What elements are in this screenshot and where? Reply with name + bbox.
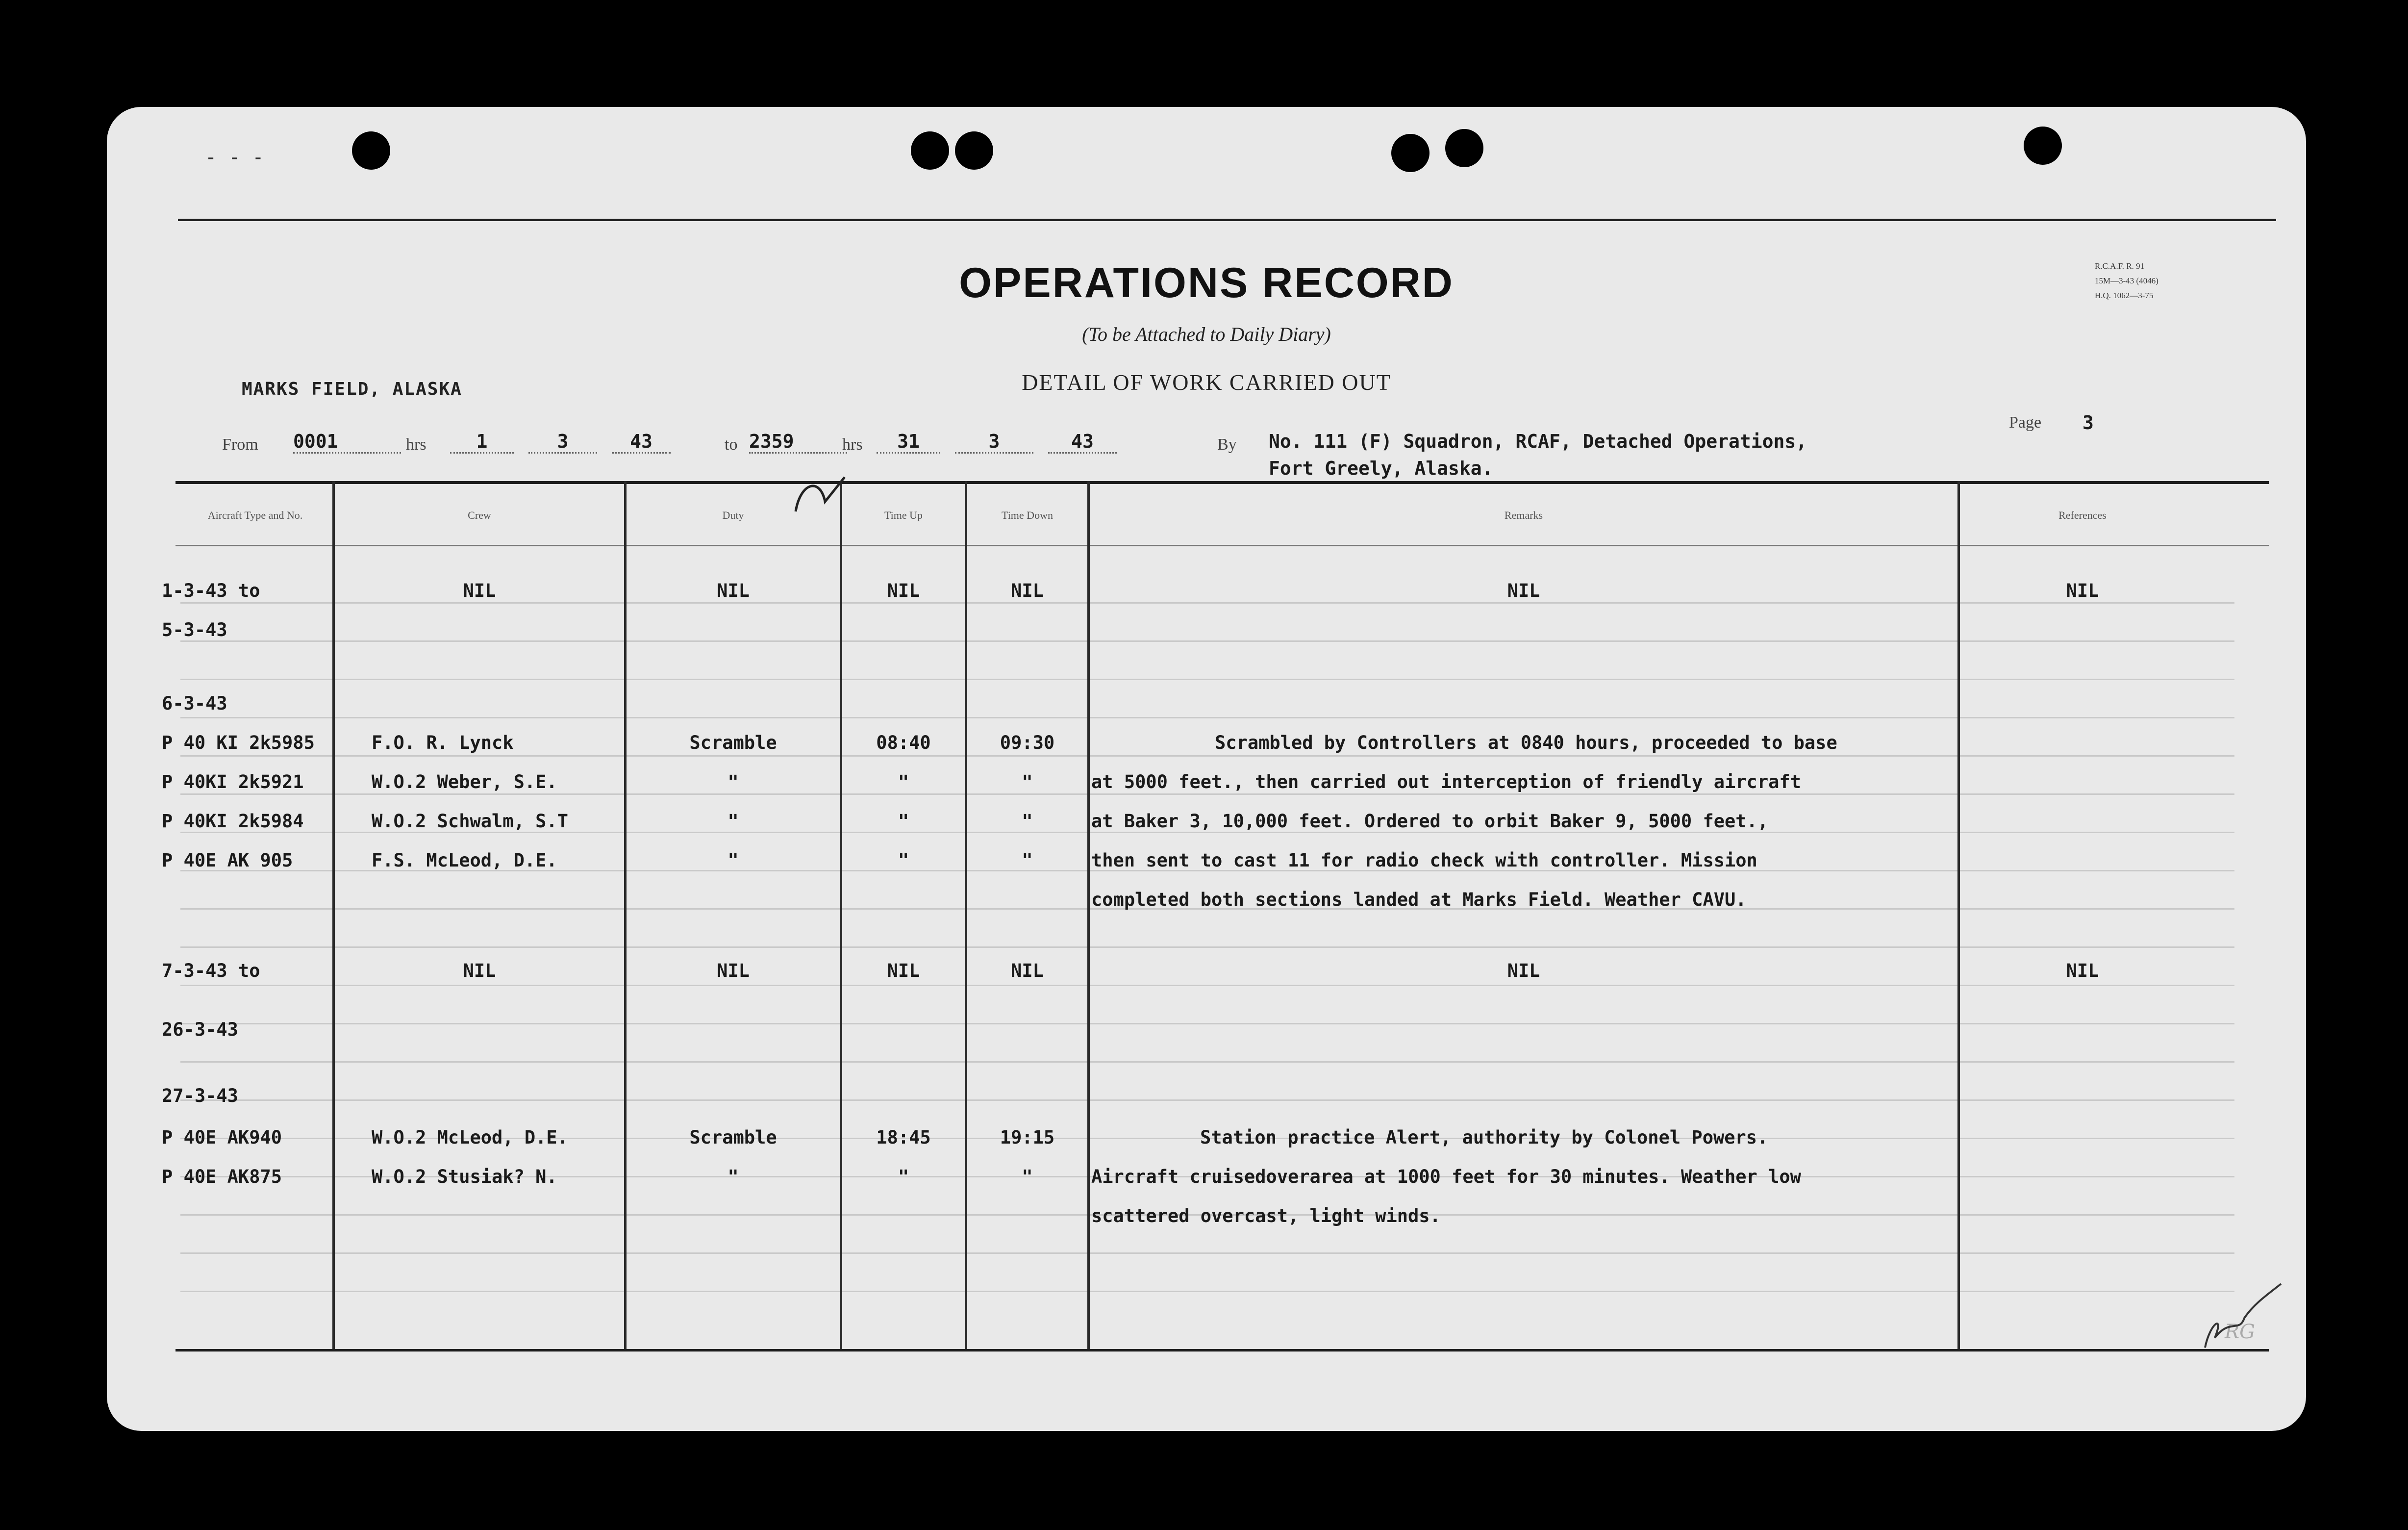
crew-cell: W.O.2 McLeod, D.E. <box>372 1127 568 1148</box>
table-top-rule <box>176 481 2269 484</box>
column-header-duty: Duty <box>722 509 744 521</box>
crew-cell: W.O.2 Stusiak? N. <box>372 1166 557 1187</box>
time-down-cell: " <box>1022 1166 1033 1187</box>
duty-cell: " <box>727 1166 739 1187</box>
remarks-line: at Baker 3, 10,000 feet. Ordered to orbit Baker 9, 5000 feet., <box>1091 811 1769 832</box>
top-rule <box>178 219 2276 221</box>
to-time: 2359 <box>749 431 847 454</box>
detail-heading: DETAIL OF WORK CARRIED OUT <box>1022 370 1391 395</box>
aircraft-cell: P 40E AK 905 <box>162 850 293 871</box>
signature-mark-icon <box>2195 1274 2283 1357</box>
time-down-cell: NIL <box>1011 960 1044 981</box>
remarks-line: scattered overcast, light winds. <box>1091 1205 1441 1226</box>
entry-date: 27-3-43 <box>162 1085 238 1106</box>
form-ref-line: R.C.A.F. R. 91 <box>2095 261 2145 271</box>
time-up-cell: 18:45 <box>876 1127 931 1148</box>
ruled-line <box>180 832 2234 833</box>
from-day: 1 <box>450 431 514 454</box>
time-up-cell: " <box>898 850 909 871</box>
punch-hole <box>1445 129 1483 167</box>
time-up-cell: 08:40 <box>876 732 931 753</box>
initials-signature <box>2195 1274 2283 1357</box>
form-ref-line: 15M—3-43 (4046) <box>2095 276 2158 285</box>
aircraft-cell: P 40 KI 2k5985 <box>162 732 315 753</box>
duty-cell: " <box>727 811 739 832</box>
page-subtitle: (To be Attached to Daily Diary) <box>1082 323 1331 345</box>
remarks-line: Scrambled by Controllers at 0840 hours, proceeded to base <box>1215 732 1837 753</box>
time-down-cell: NIL <box>1011 580 1044 601</box>
duty-cell: " <box>727 771 739 792</box>
remarks-line: then sent to cast 11 for radio check with controller. Mission <box>1091 850 1757 871</box>
location: MARKS FIELD, ALASKA <box>242 379 462 399</box>
punch-hole <box>2024 127 2062 165</box>
crew-cell: NIL <box>463 580 496 601</box>
duty-cell: NIL <box>717 580 750 601</box>
check-mark-icon <box>791 472 850 526</box>
by-label: By <box>1217 435 1237 454</box>
ruled-line <box>180 1252 2234 1254</box>
form-ref-line: H.Q. 1062—3-75 <box>2095 291 2154 300</box>
hrs-label: hrs <box>406 435 426 454</box>
to-label: to <box>725 435 738 454</box>
duty-cell: Scramble <box>689 1127 777 1148</box>
time-up-cell: " <box>898 811 909 832</box>
time-up-cell: " <box>898 771 909 792</box>
entry-date: 1-3-43 to <box>162 580 260 601</box>
ruled-line <box>180 793 2234 795</box>
punch-hole <box>911 131 949 170</box>
aircraft-cell: P 40KI 2k5921 <box>162 771 304 792</box>
crew-cell: F.S. McLeod, D.E. <box>372 850 557 871</box>
time-down-cell: 19:15 <box>1000 1127 1055 1148</box>
column-divider <box>1957 481 1960 1349</box>
punch-hole <box>352 131 390 170</box>
table-bottom-rule <box>176 1349 2269 1352</box>
ruled-line <box>180 946 2234 948</box>
references-cell: NIL <box>2066 580 2099 601</box>
remarks-line: Station practice Alert, authority by Colonel Powers. <box>1200 1127 1768 1148</box>
time-down-cell: " <box>1022 771 1033 792</box>
time-down-cell: 09:30 <box>1000 732 1055 753</box>
time-down-cell: " <box>1022 811 1033 832</box>
column-header-time-down: Time Down <box>1002 509 1053 521</box>
ruled-line <box>180 717 2234 718</box>
crew-cell: F.O. R. Lynck <box>372 732 514 753</box>
from-year: 43 <box>612 431 671 454</box>
page-label: Page <box>2009 413 2042 432</box>
entry-date: 7-3-43 to <box>162 960 260 981</box>
initials-text: RG <box>2225 1321 2256 1343</box>
duty-cell: Scramble <box>689 732 777 753</box>
from-month: 3 <box>528 431 597 454</box>
column-header-remarks: Remarks <box>1504 509 1543 521</box>
to-year: 43 <box>1048 431 1117 454</box>
ruled-line <box>180 985 2234 986</box>
ruled-line <box>180 602 2234 604</box>
page-number: 3 <box>2082 412 2094 434</box>
remarks-cell: NIL <box>1507 960 1540 981</box>
column-divider <box>965 481 967 1349</box>
duty-cell: NIL <box>717 960 750 981</box>
crew-cell: W.O.2 Weber, S.E. <box>372 771 557 792</box>
unit-line-1: No. 111 (F) Squadron, RCAF, Detached Operations, <box>1269 431 1807 452</box>
time-up-cell: NIL <box>887 580 920 601</box>
remarks-line: completed both sections landed at Marks Field. Weather CAVU. <box>1091 889 1747 910</box>
column-divider <box>840 481 842 1349</box>
page-title: OPERATIONS RECORD <box>959 259 1454 306</box>
to-day: 31 <box>877 431 940 454</box>
crew-cell: W.O.2 Schwalm, S.T <box>372 811 568 832</box>
references-cell: NIL <box>2066 960 2099 981</box>
crew-cell: NIL <box>463 960 496 981</box>
remarks-line: Aircraft cruisedoverarea at 1000 feet for 30 minutes. Weather low <box>1091 1166 1801 1187</box>
punch-hole <box>1391 134 1430 172</box>
column-header-time-up: Time Up <box>884 509 923 521</box>
aircraft-cell: P 40E AK875 <box>162 1166 282 1187</box>
record-card <box>107 107 2306 1431</box>
time-up-cell: NIL <box>887 960 920 981</box>
from-label: From <box>222 435 258 454</box>
table-header-rule <box>176 545 2269 546</box>
punch-hole <box>955 131 993 170</box>
top-left-mark: - - - <box>205 146 264 169</box>
column-divider <box>624 481 627 1349</box>
to-month: 3 <box>955 431 1033 454</box>
unit-line-2: Fort Greely, Alaska. <box>1269 458 1493 479</box>
entry-date: 6-3-43 <box>162 693 227 714</box>
entry-date: 5-3-43 <box>162 619 227 640</box>
form-reference <box>2095 259 2158 303</box>
ruled-line <box>180 1099 2234 1101</box>
ruled-line <box>180 1291 2234 1292</box>
column-divider <box>332 481 335 1349</box>
time-down-cell: " <box>1022 850 1033 871</box>
column-header-aircraft: Aircraft Type and No. <box>207 509 303 521</box>
time-up-cell: " <box>898 1166 909 1187</box>
duty-cell: " <box>727 850 739 871</box>
column-header-references: References <box>2058 509 2107 521</box>
aircraft-cell: P 40KI 2k5984 <box>162 811 304 832</box>
from-time: 0001 <box>293 431 401 454</box>
remarks-cell: NIL <box>1507 580 1540 601</box>
ruled-line <box>180 755 2234 757</box>
aircraft-cell: P 40E AK940 <box>162 1127 282 1148</box>
ruled-line <box>180 1061 2234 1063</box>
ruled-line <box>180 640 2234 642</box>
ruled-line <box>180 679 2234 680</box>
remarks-line: at 5000 feet., then carried out interception of friendly aircraft <box>1091 771 1801 792</box>
ruled-line <box>180 1023 2234 1024</box>
entry-date: 26-3-43 <box>162 1019 238 1040</box>
column-header-crew: Crew <box>468 509 491 521</box>
column-divider <box>1087 481 1090 1349</box>
hrs-label-2: hrs <box>842 435 863 454</box>
